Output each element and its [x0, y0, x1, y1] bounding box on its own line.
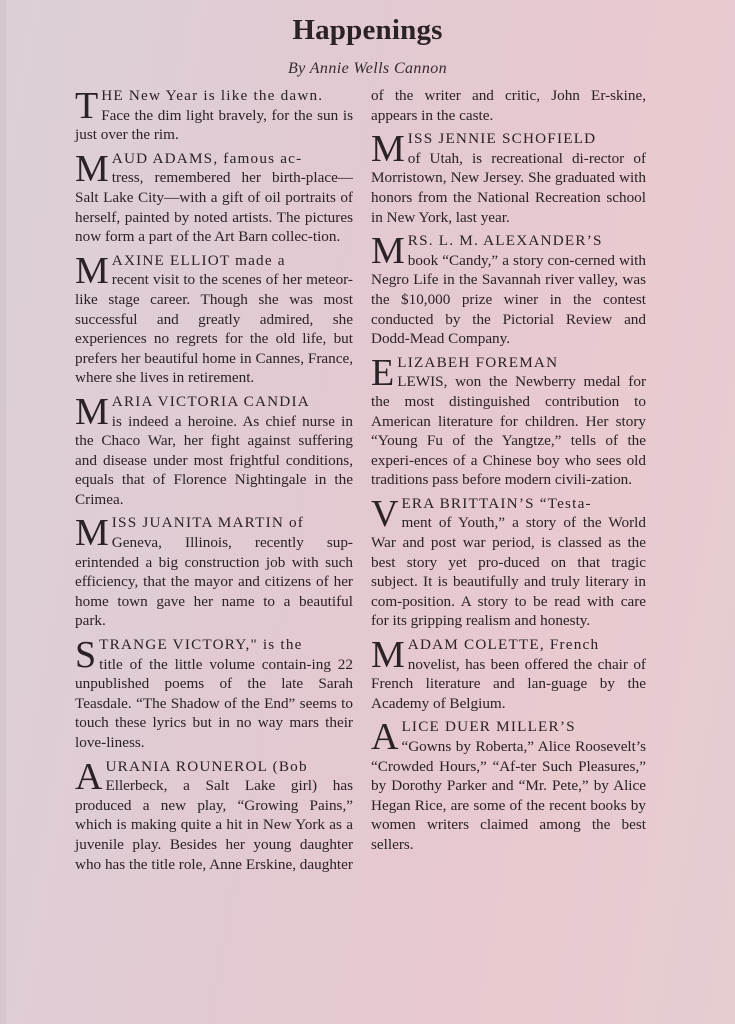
drop-cap: T — [75, 85, 99, 127]
item-body: “Gowns by Roberta,” Alice Roosevelt’s “Crowded Hours,” “Af-ter Such Pleasures,” by Dorothy Parker and “Mr. Pete,” by Alice Hegan Rice, are some of the recent books by women writers claimed among the best sellers. — [371, 738, 646, 853]
item-lead: ADAM COLETTE, French — [407, 636, 600, 654]
continued-text: of the writer and critic, John Er-skine, appears in the caste. — [371, 87, 646, 124]
item-body: Geneva, Illinois, recently sup-erintended a big construction job with such efficiency, that the mayor and citizens of her home town gave her name to a beautiful park. — [75, 534, 353, 630]
news-item-strange-victory — [75, 635, 353, 753]
item-body: is indeed a heroine. As chief nurse in the Chaco War, her fight against suffering and disease under most frightful conditions, equals that of Florence Nightingale in the Crimea. — [75, 412, 353, 508]
news-item-mrs-alexander — [371, 231, 646, 349]
news-item-new-year — [75, 86, 353, 145]
drop-cap: A — [75, 755, 103, 798]
drop-cap: M — [371, 230, 405, 273]
news-item-alice-duer-miller — [371, 717, 646, 854]
news-item-maud-adams — [75, 149, 353, 247]
news-item-jennie-schofield — [371, 129, 646, 227]
right-column — [371, 86, 646, 859]
item-body: Face the dim light bravely, for the sun is just over the rim. — [75, 106, 353, 144]
item-body: ment of Youth,” a story of the World War and post war period, is classed as the best story yet pro-duced on that tragic subject. It is beautifully and truly literary in com-position. A story to be read with care for its gripping realism and honesty. — [371, 514, 646, 630]
drop-cap: M — [75, 512, 109, 555]
drop-cap: M — [75, 249, 109, 292]
item-lead: LICE DUER MILLER’S — [401, 718, 576, 736]
item-body: recent visit to the scenes of her meteor-like stage career. Though she was most successful and greatly admired, she experiences no regrets for the old life, but prefers her beautiful home in Cannes, France, where she lives in retirement. — [75, 271, 353, 387]
news-item-madam-colette — [371, 635, 646, 713]
item-lead: ISS JENNIE SCHOFIELD — [407, 130, 597, 148]
item-lead: AXINE ELLIOT made a — [111, 251, 286, 269]
item-body: of Utah, is recreational di-rector of Morristown, New Jersey. She graduated with honors from the National Recreation school in New York, last year. — [371, 149, 646, 226]
item-lead: URANIA ROUNEROL (Bob — [105, 757, 308, 775]
item-body: title of the little volume contain-ing 22 unpublished poems of the late Sarah Teasdale. “The Shadow of the End” seems to touch these lyrics but in no way mars their love-liness. — [75, 655, 353, 751]
item-lead: TRANGE VICTORY," is the — [99, 636, 303, 654]
drop-cap: M — [75, 147, 109, 190]
news-item-urania-rounerol — [75, 757, 353, 875]
drop-cap: M — [75, 390, 109, 433]
item-lead: HE New Year is like the dawn. — [101, 87, 324, 104]
news-item-maxine-elliot — [75, 251, 353, 388]
item-body: LEWIS, won the Newberry medal for the most distinguished contribution to American literature for children. Her story “Young Fu of the Yangtze,” tells of the experi-ences of a Chinese boy who sees old traditions pass before modern civili-zation. — [371, 373, 646, 489]
article-title: Happenings — [292, 14, 443, 46]
item-lead: ISS JUANITA MARTIN of — [111, 514, 305, 532]
news-item-vera-brittain — [371, 494, 646, 631]
drop-cap: M — [371, 634, 405, 677]
item-lead: LIZABEH FOREMAN — [397, 353, 559, 371]
page-edge — [0, 0, 6, 1024]
drop-cap: V — [371, 492, 399, 535]
drop-cap: S — [75, 634, 97, 677]
item-body: book “Candy,” a story con-cerned with Negro Life in the Savannah river valley, was the $10,000 prize winer in the contest conducted by the Pictorial Review and Dodd-Mead Company. — [371, 251, 646, 348]
drop-cap: E — [371, 351, 395, 394]
item-body: novelist, has been offered the chair of French literature and lan-guage by the Academy of Belgium. — [371, 655, 646, 712]
left-column — [75, 86, 353, 878]
drop-cap: A — [371, 716, 399, 759]
item-lead: ARIA VICTORIA CANDIA — [111, 392, 310, 410]
article-byline: By Annie Wells Cannon — [287, 60, 448, 77]
drop-cap: M — [371, 128, 405, 171]
item-body: Ellerbeck, a Salt Lake girl) has produced a new play, “Growing Pains,” which is making quite a hit in New York as a juvenile play. Besides her young daughter who has the title role, Anne Erskine, daughter — [75, 777, 353, 873]
news-item-juanita-martin — [75, 513, 353, 631]
news-item-maria-victoria-candia — [75, 392, 353, 510]
item-lead: AUD ADAMS, famous ac- — [111, 149, 303, 167]
news-item-elizabeth-foreman-lewis — [371, 353, 646, 490]
item-body: tress, remembered her birth-place—Salt Lake City—with a gift of oil portraits of herself, painted by noted artists. The pictures now form a part of the Art Barn collec-tion. — [75, 169, 353, 246]
item-lead: ERA BRITTAIN’S “Testa- — [401, 494, 592, 512]
item-lead: RS. L. M. ALEXANDER’S — [407, 232, 603, 250]
